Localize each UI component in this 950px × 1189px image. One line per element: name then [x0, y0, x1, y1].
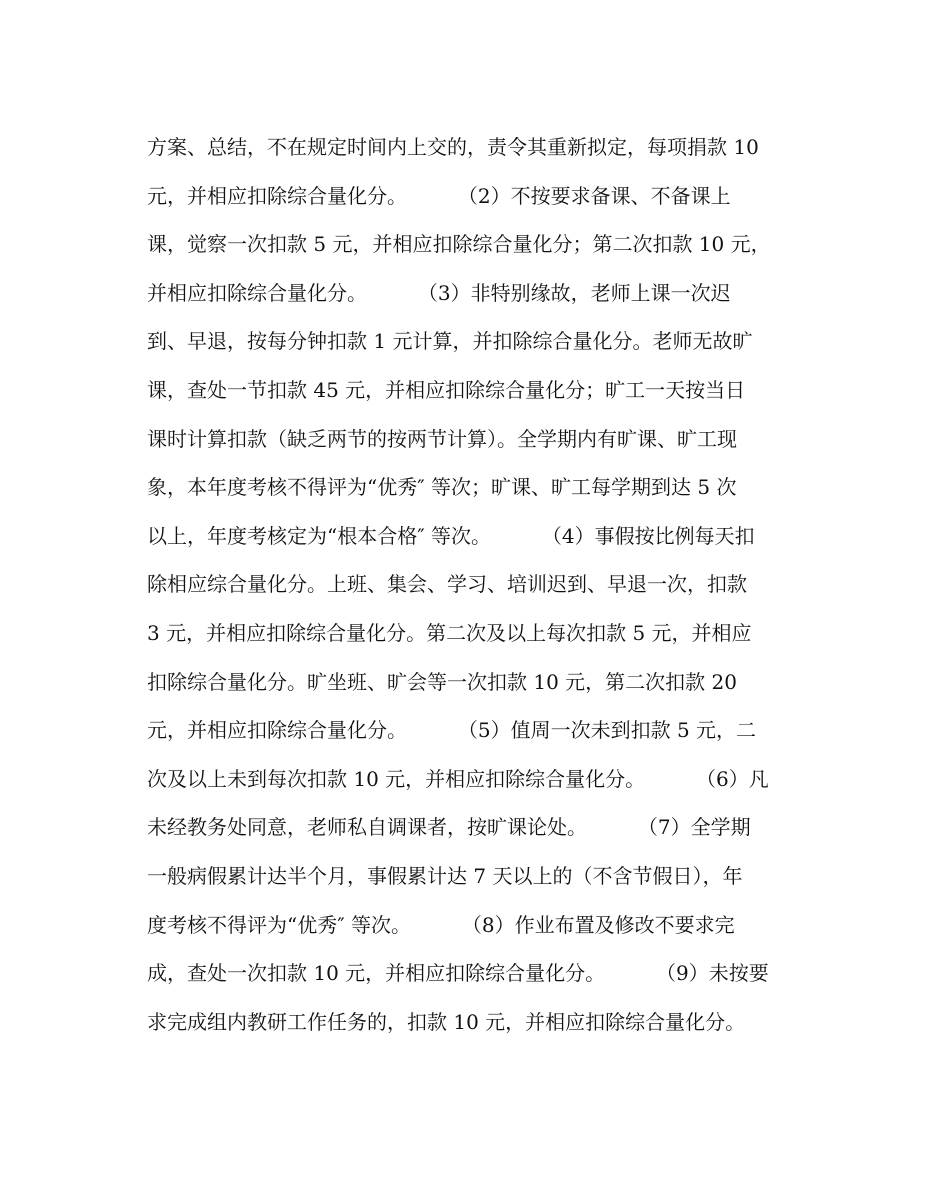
text-line: 未经教务处同意，老师私自调课者，按旷课论处。 （7）全学期	[147, 815, 751, 840]
text-line: 成，查处一次扣款 10 元，并相应扣除综合量化分。 （9）未按要	[147, 961, 769, 986]
text-line: 次及以上未到每次扣款 10 元，并相应扣除综合量化分。 （6）凡	[147, 766, 769, 791]
text-line: 方案、总结，不在规定时间内上交的，责令其重新拟定，每项捐款 10	[147, 135, 759, 159]
text-line: 以上，年度考核定为“根本合格″ 等次。 （4）事假按比例每天扣	[147, 523, 755, 548]
text-line: 度考核不得评为“优秀″ 等次。 （8）作业布置及修改不要求完	[147, 912, 735, 937]
text-line: 除相应综合量化分。上班、集会、学习、培训迟到、早退一次，扣款	[147, 572, 747, 597]
text-line: 课时计算扣款（缺乏两节的按两节计算）。全学期内有旷课、旷工现	[147, 426, 737, 451]
text-line: 元，并相应扣除综合量化分。 （2）不按要求备课、不备课上	[147, 183, 731, 208]
text-line: 扣除综合量化分。旷坐班、旷会等一次扣款 10 元，第二次扣款 20	[147, 669, 737, 694]
text-line: 课，觉察一次扣款 5 元，并相应扣除综合量化分；第二次扣款 10 元，	[147, 232, 771, 257]
text-line: 元，并相应扣除综合量化分。 （5）值周一次未到扣款 5 元，二	[147, 718, 757, 743]
text-line: 象，本年度考核不得评为“优秀″ 等次；旷课、旷工每学期到达 5 次	[147, 475, 737, 500]
text-line: 一般病假累计达半个月，事假累计达 7 天以上的（不含节假日），年	[147, 863, 743, 888]
text-line: 课，查处一节扣款 45 元，并相应扣除综合量化分；旷工一天按当日	[147, 377, 746, 402]
text-line: 3 元，并相应扣除综合量化分。第二次及以上每次扣款 5 元，并相应	[147, 620, 752, 645]
body-text	[147, 123, 807, 1046]
text-line: 求完成组内教研工作任务的，扣款 10 元，并相应扣除综合量化分。	[147, 1009, 746, 1034]
text-line: 到、早退，按每分钟扣款 1 元计算，并扣除综合量化分。老师无故旷	[147, 329, 753, 354]
text-line: 并相应扣除综合量化分。 （3）非特别缘故，老师上课一次迟	[147, 280, 731, 305]
